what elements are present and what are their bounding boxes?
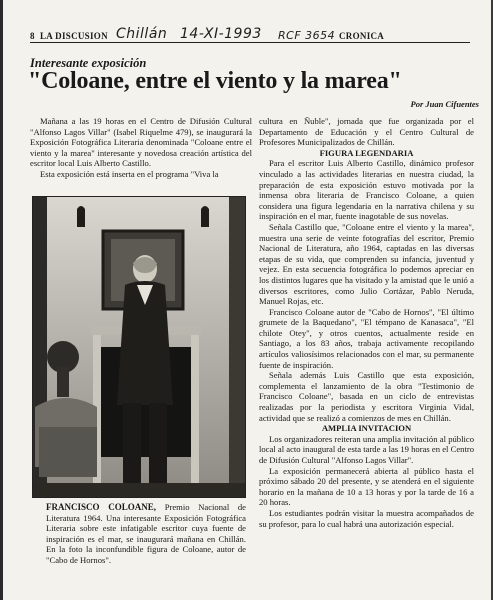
handwritten-date: 14-XI-1993 bbox=[180, 26, 262, 42]
scan-edge-left bbox=[0, 0, 3, 600]
handwritten-city: Chillán bbox=[116, 26, 168, 42]
subhead-figura-legendaria: FIGURA LEGENDARIA bbox=[319, 147, 414, 158]
publication-name: LA DISCUSION bbox=[40, 31, 108, 41]
subhead-amplia-invitacion: AMPLIA INVITACION bbox=[321, 423, 412, 434]
article-kicker: Interesante exposición bbox=[30, 56, 147, 70]
right-paragraph: La exposición permanecerá abierta al público hasta el próximo sábado 20 del presente, y se atenderá en el siguiente horario en la mañana de 10 a 13 horas y por la tarde de 16 a 20 horas. bbox=[259, 465, 474, 508]
continuation-paragraph: cultura en Ñuble", jornada que fue organizada por el Departamento de Educación y el Centro Cultural de Profesores Municipalizados de Chillán. bbox=[259, 116, 474, 148]
photo-illustration bbox=[33, 197, 245, 497]
right-paragraph: Señala además Luis Castillo que esta exposición, complementa el lanzamiento de la obra "Testimonio de Francisco Coloane", basada en un ciclo de entrevistas realizadas por la periodista y escritora Virginia Vidal, actividad que se realizó a comienzos de mes en Chillán. bbox=[259, 370, 474, 423]
right-paragraph: Los estudiantes podrán visitar la muestra acompañados de su profesor, para lo cual habrá una autorización especial. bbox=[259, 507, 474, 529]
caption-text: Premio Nacional de Literatura 1964. Una interesante Exposición Fotográfica Literaria sobre este infatigable escritor cuya fuente de inspiración es el mar, se inaugurará mañana en Chillán. En la foto la inconfundible figura de Coloane, autor de "Cabo de Hornos". bbox=[46, 502, 246, 565]
right-paragraph: Para el escritor Luis Alberto Castillo, dinámico profesor vinculado a las actividades literarias en nuestra ciudad, la preparación de esta exposición estuvo motivada por la inmensa obra literaria de Francisco Coloane, a quien considera una figura legendaria en la narrativa chilena y su inspiración en el mar, fuente inagotable de sus novelas. bbox=[259, 158, 474, 222]
header-rule bbox=[30, 42, 470, 43]
left-paragraph: Mañana a las 19 horas en el Centro de Difusión Cultural "Alfonso Lagos Villar" (Isabel Riquelme 479), se inaugurará la Exposición Fotográfica Literaria denominada "Coloane entre el viento y la marea" interesante y novedosa creación artística del escritor local Luis Alberto Castillo. bbox=[30, 116, 252, 169]
photo-caption bbox=[46, 502, 246, 566]
caption-name: FRANCISCO COLOANE, bbox=[46, 502, 157, 512]
right-column-text bbox=[259, 116, 474, 529]
article-photo bbox=[32, 196, 246, 498]
page-header bbox=[30, 28, 470, 46]
article-byline: Por Juan Cifuentes bbox=[410, 99, 479, 109]
article-headline: "Coloane, entre el viento y la marea" bbox=[28, 68, 402, 94]
section-name: CRONICA bbox=[339, 31, 385, 41]
right-paragraph: Señala Castillo que, "Coloane entre el viento y la marea", muestra una serie de veinte fotografías del escritor, Premio Nacional de Literatura, año 1964, captadas en las diversas etapas de su vida, que comprenden su infancia, juventud y vejez. En esta secuencia fotográfica lo podemos apreciar en los distintos lugares que ha visitado y la amistad que le unió a diversos escritores, como Julio Cortázar, Pablo Neruda, Manuel Rojas, etc. bbox=[259, 221, 474, 307]
left-paragraph: Esta exposición está inserta en el programa "Viva la bbox=[40, 168, 219, 179]
page-number: 8 bbox=[30, 31, 35, 41]
handwritten-archive-code: RCF 3654 bbox=[278, 29, 336, 42]
right-paragraph: Francisco Coloane autor de "Cabo de Hornos", "El último grumete de la Baquedano", "El témpano de Kanasaca", "El chilote Otey", y otros cuentos, actualmente reside en Santiago, a los 83 años, trabaja activamente recopilando artículos valiosísimos relacionados con el mar, su permanente fuente de inspiración. bbox=[259, 306, 474, 370]
right-paragraph: Los organizadores reiteran una amplia invitación al público local al acto inaugural de esta tarde a las 19 horas en el Centro de Difusión Cultural "Alfonso Lagos Villar". bbox=[259, 433, 474, 465]
left-column-text bbox=[30, 116, 252, 180]
